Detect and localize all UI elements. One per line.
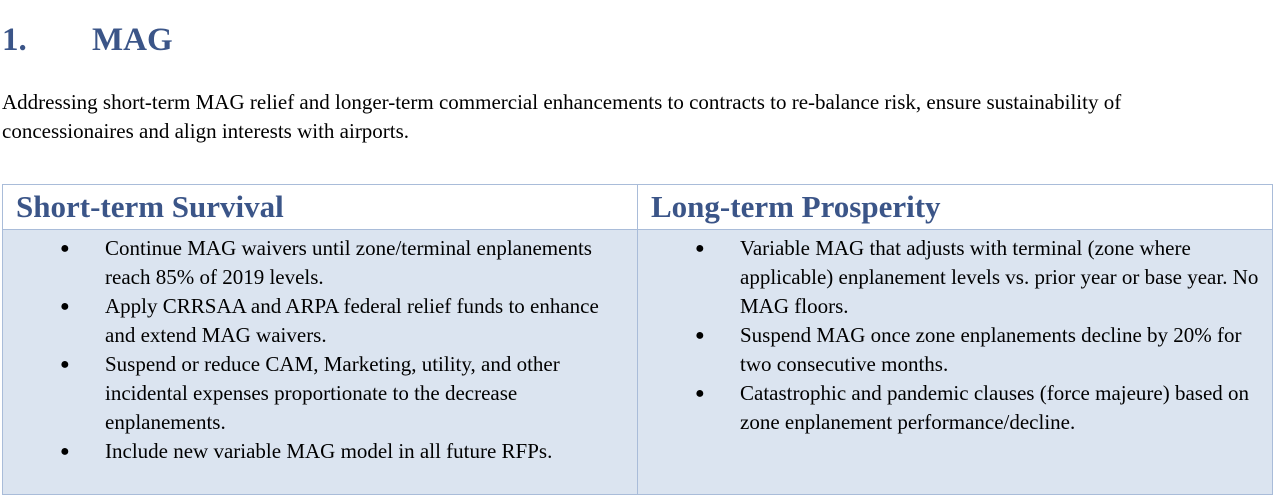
long-term-cell [638, 230, 1273, 495]
bullet-icon: ● [695, 240, 705, 257]
column-header-short-term: Short-term Survival [3, 185, 638, 230]
column-header-long-term: Long-term Prosperity [638, 185, 1273, 230]
table-header-row [3, 185, 1273, 230]
list-item [3, 292, 637, 350]
bullet-icon: ● [60, 443, 70, 460]
table-body-row [3, 230, 1273, 495]
long-term-bullet-list [638, 230, 1272, 437]
section-title: MAG [92, 22, 173, 58]
list-item [638, 321, 1272, 379]
list-item-text: Continue MAG waivers until zone/terminal enplanements reach 85% of 2019 levels. [105, 236, 592, 289]
list-item-text: Variable MAG that adjusts with terminal (zone where applicable) enplanement levels vs. prior year or base year. No MAG floors. [740, 236, 1259, 318]
bullet-icon: ● [695, 327, 705, 344]
list-item-text: Suspend MAG once zone enplanements decline by 20% for two consecutive months. [740, 323, 1242, 376]
list-item-text: Include new variable MAG model in all future RFPs. [105, 439, 553, 463]
list-item [3, 437, 637, 466]
bullet-icon: ● [695, 385, 705, 402]
bullet-icon: ● [60, 240, 70, 257]
list-item [638, 379, 1272, 437]
short-term-bullet-list [3, 230, 637, 466]
list-item [638, 234, 1272, 321]
short-term-cell [3, 230, 638, 495]
list-item [3, 350, 637, 437]
bullet-icon: ● [60, 298, 70, 315]
intro-paragraph: Addressing short-term MAG relief and longer-term commercial enhancements to contracts to re-balance risk, ensure sustainability of concessionaires and align interests with airports. [2, 90, 1122, 143]
list-item-text: Apply CRRSAA and ARPA federal relief funds to enhance and extend MAG waivers. [105, 294, 599, 347]
section-heading [2, 20, 173, 60]
section-number: 1. [2, 22, 27, 58]
bullet-icon: ● [60, 356, 70, 373]
comparison-table [2, 184, 1273, 495]
list-item-text: Suspend or reduce CAM, Marketing, utility, and other incidental expenses proportionate to the decrease enplanements. [105, 352, 560, 434]
list-item [3, 234, 637, 292]
list-item-text: Catastrophic and pandemic clauses (force majeure) based on zone enplanement performance/decline. [740, 381, 1250, 434]
